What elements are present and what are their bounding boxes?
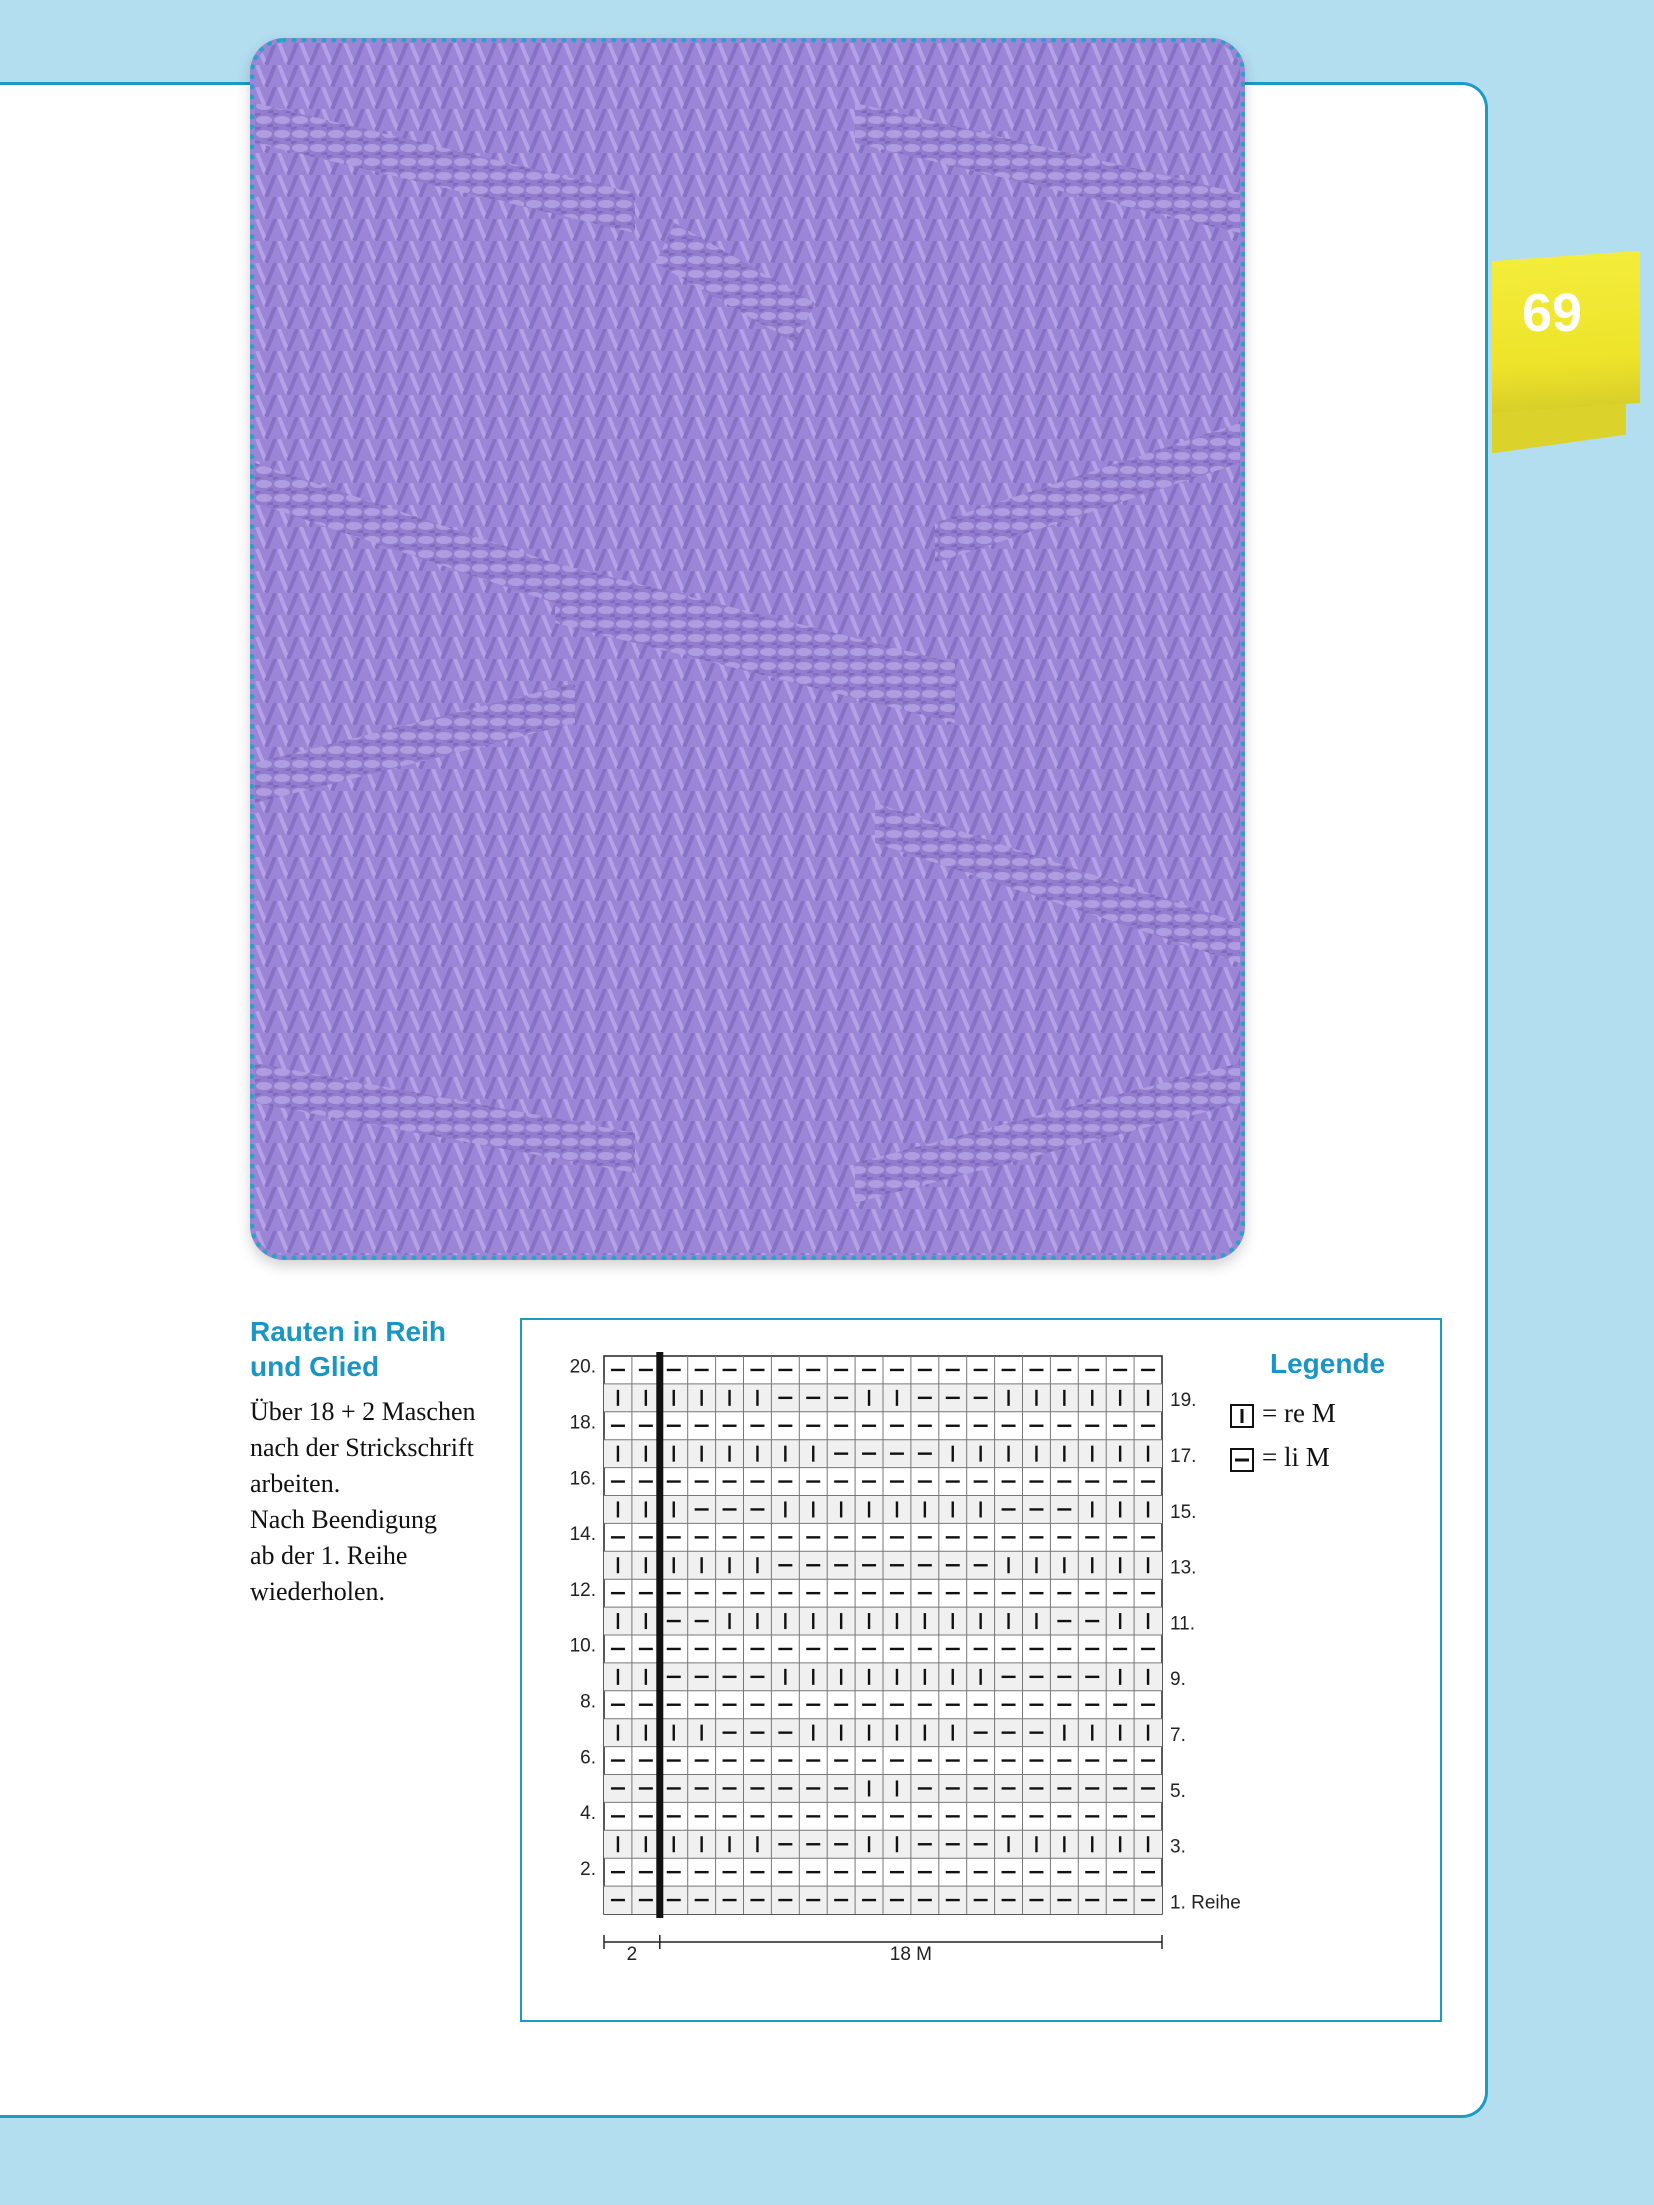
stitch-count-label: 2 [626, 1944, 638, 1965]
row-label-left: 8. [580, 1691, 596, 1713]
stitch-count-label: 18 M [889, 1944, 933, 1965]
legend-label: = re M [1262, 1398, 1336, 1428]
instruction-line: arbeiten. [250, 1469, 341, 1498]
instruction-line: Über 18 + 2 Maschen [250, 1397, 476, 1426]
knit-stitch-symbol-icon [1230, 1404, 1254, 1428]
row-label-right: 9. [1170, 1669, 1186, 1691]
row-label-right: 3. [1170, 1836, 1186, 1858]
instruction-line: wiederholen. [250, 1577, 386, 1606]
page-number: 69 [1521, 283, 1583, 343]
pattern-title: Rauten in Reih und Glied [250, 1316, 447, 1382]
row-label-left: 18. [569, 1412, 596, 1434]
legend-label: = li M [1262, 1442, 1330, 1472]
row-label-right: 11. [1170, 1613, 1196, 1635]
knitted-swatch-photo [250, 38, 1245, 1260]
row-label-right: 5. [1170, 1780, 1186, 1802]
legend-title: Legende [1270, 1348, 1386, 1379]
legend-item-knit [1230, 1398, 1336, 1429]
row-label-right: 1. Reihe [1170, 1892, 1241, 1914]
row-label-left: 14. [569, 1524, 596, 1546]
instruction-line: ab der 1. Reihe [250, 1541, 408, 1570]
row-label-right: 7. [1170, 1725, 1186, 1747]
row-label-right: 15. [1170, 1501, 1197, 1523]
row-label-left: 12. [569, 1579, 596, 1601]
instruction-line: nach der Strickschrift [250, 1433, 474, 1462]
legend-item-purl [1230, 1442, 1330, 1473]
row-label-right: 17. [1170, 1446, 1197, 1468]
row-label-left: 20. [569, 1356, 596, 1378]
row-label-left: 4. [580, 1803, 596, 1825]
pattern-instructions [250, 1394, 490, 1610]
row-label-right: 19. [1170, 1390, 1197, 1412]
row-label-left: 10. [569, 1635, 596, 1657]
row-label-left: 16. [569, 1468, 596, 1490]
purl-stitch-symbol-icon [1230, 1448, 1254, 1472]
row-label-right: 13. [1170, 1557, 1197, 1579]
row-label-left: 6. [580, 1747, 596, 1769]
row-label-left: 2. [580, 1858, 596, 1880]
instruction-line: Nach Beendigung [250, 1505, 438, 1534]
